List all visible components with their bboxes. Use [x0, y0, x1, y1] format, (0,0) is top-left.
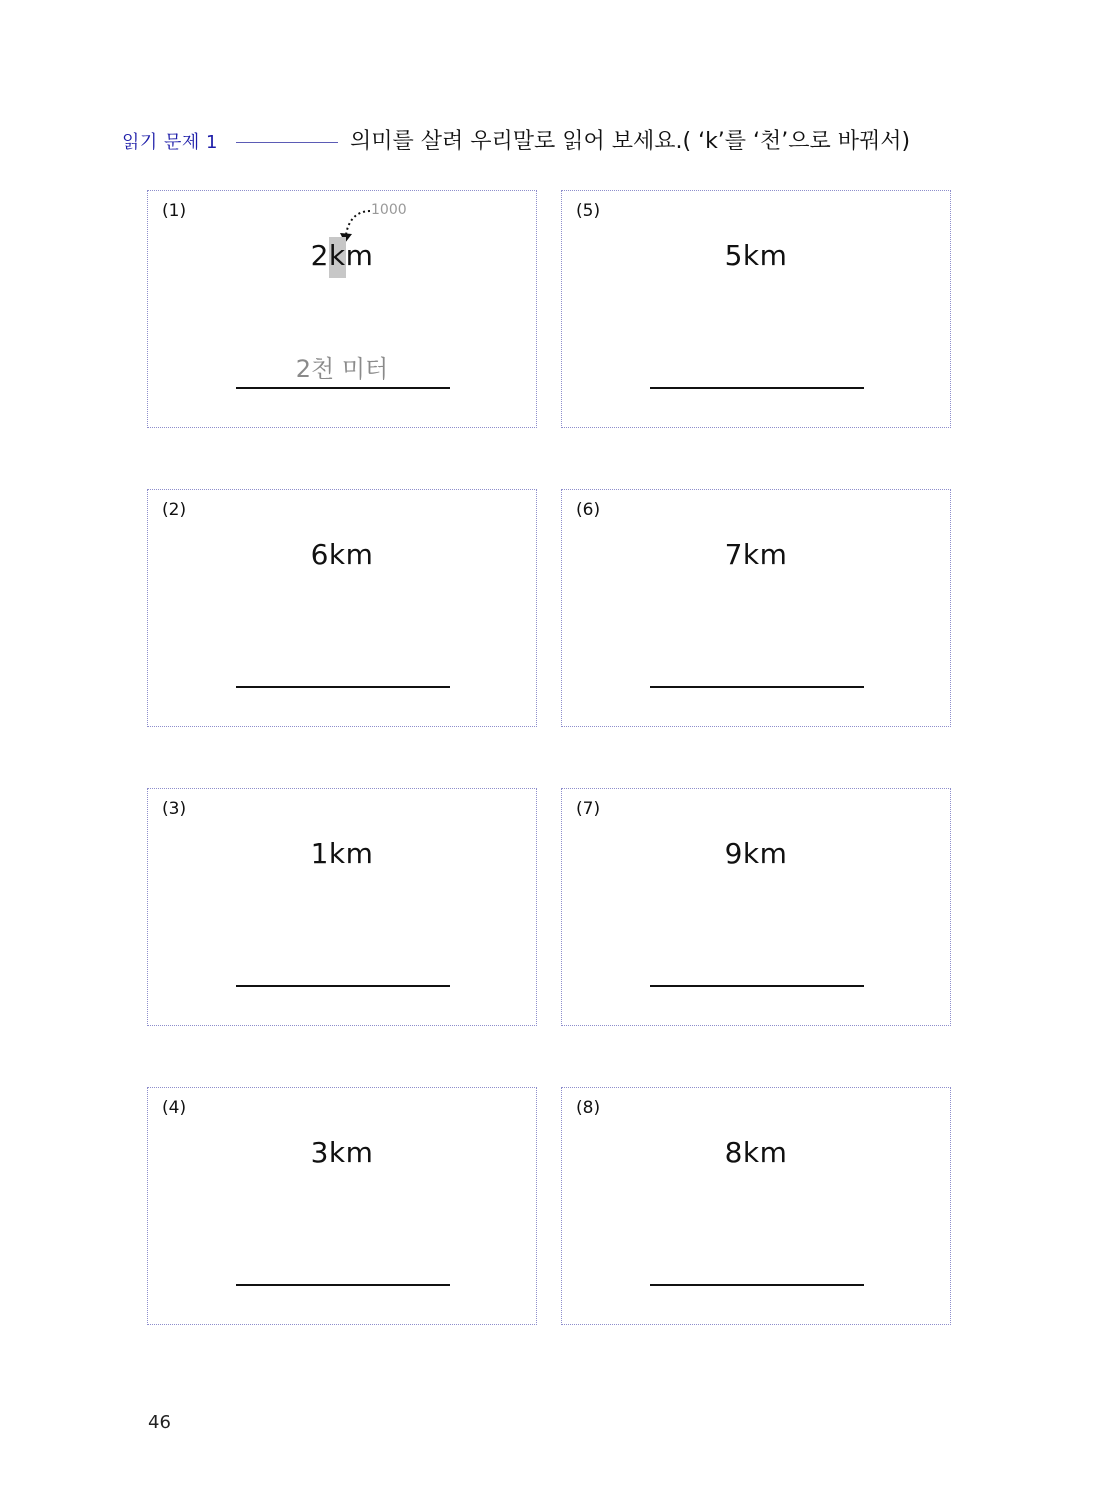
answer-line[interactable]: [650, 985, 864, 987]
exercise-card-4: [147, 1087, 537, 1325]
highlighted-letter: k: [329, 237, 346, 278]
header-underline: [236, 142, 338, 143]
answer-line[interactable]: [650, 387, 864, 389]
unit-word: 6km: [310, 538, 374, 571]
exercise-card-8: [561, 1087, 951, 1325]
unit-word: 9km: [724, 837, 788, 870]
word-prefix: 2: [310, 239, 329, 272]
answer-line[interactable]: [650, 686, 864, 688]
word-suffix: m: [345, 239, 374, 272]
card-number: (6): [576, 500, 601, 520]
answer-line[interactable]: [650, 1284, 864, 1286]
answer-line: [236, 387, 450, 389]
card-number: (4): [162, 1098, 187, 1118]
answer-line[interactable]: [236, 985, 450, 987]
card-number: (7): [576, 799, 601, 819]
example-answer: 2천 미터: [295, 355, 389, 383]
card-number: (5): [576, 201, 601, 221]
exercise-instruction: 의미를 살려 우리말로 읽어 보세요.( ‘k’를 ‘천’으로 바꿔서): [350, 129, 911, 154]
exercise-card-3: [147, 788, 537, 1026]
exercise-card-7: [561, 788, 951, 1026]
exercise-card-5: [561, 190, 951, 428]
unit-word: 3km: [310, 1136, 374, 1169]
card-number: (1): [162, 201, 187, 221]
unit-word: 1km: [310, 837, 374, 870]
unit-word: [148, 239, 536, 272]
answer-line[interactable]: [236, 686, 450, 688]
unit-word: 8km: [724, 1136, 788, 1169]
unit-word: 5km: [724, 239, 788, 272]
exercise-header: [122, 122, 982, 156]
exercise-card-6: [561, 489, 951, 727]
card-number: (2): [162, 500, 187, 520]
unit-word: 7km: [724, 538, 788, 571]
exercise-card-1: [147, 190, 537, 428]
exercise-label: 읽기 문제 1: [122, 132, 218, 153]
exercise-card-2: [147, 489, 537, 727]
card-number: (3): [162, 799, 187, 819]
card-number: (8): [576, 1098, 601, 1118]
answer-line[interactable]: [236, 1284, 450, 1286]
page-number: 46: [148, 1412, 171, 1433]
hint-label: 1000: [371, 202, 407, 218]
